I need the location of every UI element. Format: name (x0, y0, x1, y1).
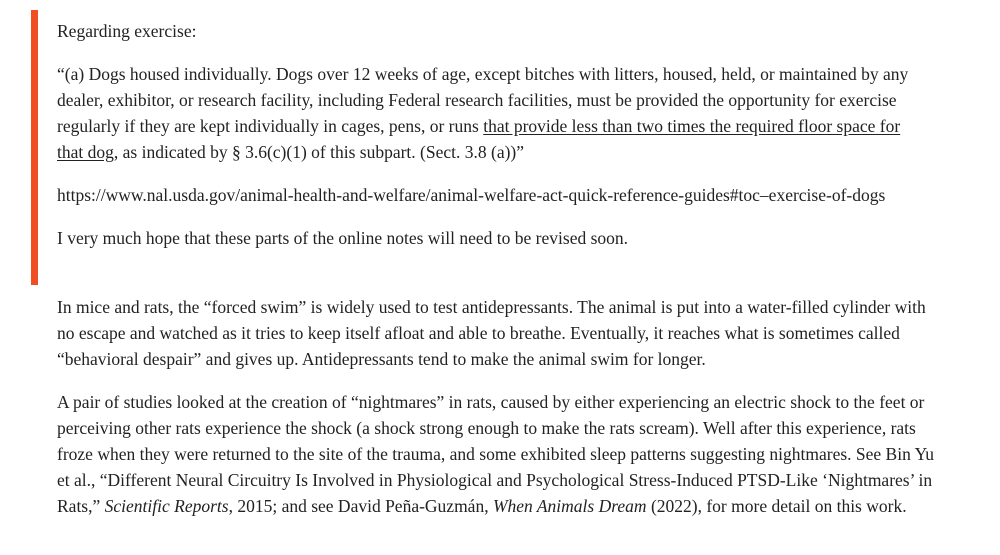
quote-accent-bar (31, 10, 38, 285)
citation-underlined-text: that provide less than two times the required floor space for that dog (57, 116, 901, 162)
nightmares-paragraph (57, 389, 937, 519)
hope-statement: I very much hope that these parts of the online notes will need to be revised soon. (57, 228, 629, 248)
quote-content (57, 18, 917, 268)
citation-text-after: , as indicated by § 3.6(c)(1) of this subpart. (Sect. 3.8 (a))” (113, 142, 525, 162)
nightmares-text-2: , 2015; and see David Peña-Guzmán, (228, 496, 493, 516)
journal-title: Scientific Reports (104, 496, 229, 516)
article-body (57, 294, 937, 536)
nightmares-text-1: A pair of studies looked at the creation of “nightmares” in rats, caused by either experiencing an electric shock to the feet or perceiving other rats experience the shock (a shock strong enough to make the rats scream). Well after this experience, rats froze when they were returned to the site of the trauma, and some exhibited sleep patterns suggesting nightmares. See Bin Yu et al., “Different Neural Circuitry Is Involved in Physiological and Psychological Stress-Induced PTSD-Like ‘Nightmares’ in Rats,” (57, 392, 935, 516)
regulation-citation (57, 61, 917, 165)
blockquote (31, 10, 911, 285)
source-url: https://www.nal.usda.gov/animal-health-and-welfare/animal-welfare-act-quick-reference-guides#toc–exercise-of-dogs (57, 185, 886, 205)
book-title: When Animals Dream (492, 496, 647, 516)
quote-intro: Regarding exercise: (57, 21, 197, 41)
nightmares-text-3: (2022), for more detail on this work. (646, 496, 907, 516)
citation-text-before: “(a) Dogs housed individually. Dogs over 12 weeks of age, except bitches with litters, housed, held, or maintained by any dealer, exhibitor, or research facility, including Federal research facilities, must be provided the opportunity for exercise regularly if they are kept individually in cages, pens, or runs (57, 64, 909, 136)
forced-swim-paragraph: In mice and rats, the “forced swim” is widely used to test antidepressants. The animal is put into a water-filled cylinder with no escape and watched as it tries to keep itself afloat and able to breathe. Eventually, it reaches what is sometimes called “behavioral despair” and gives up. Antidepressants tend to make the animal swim for longer. (57, 297, 926, 369)
